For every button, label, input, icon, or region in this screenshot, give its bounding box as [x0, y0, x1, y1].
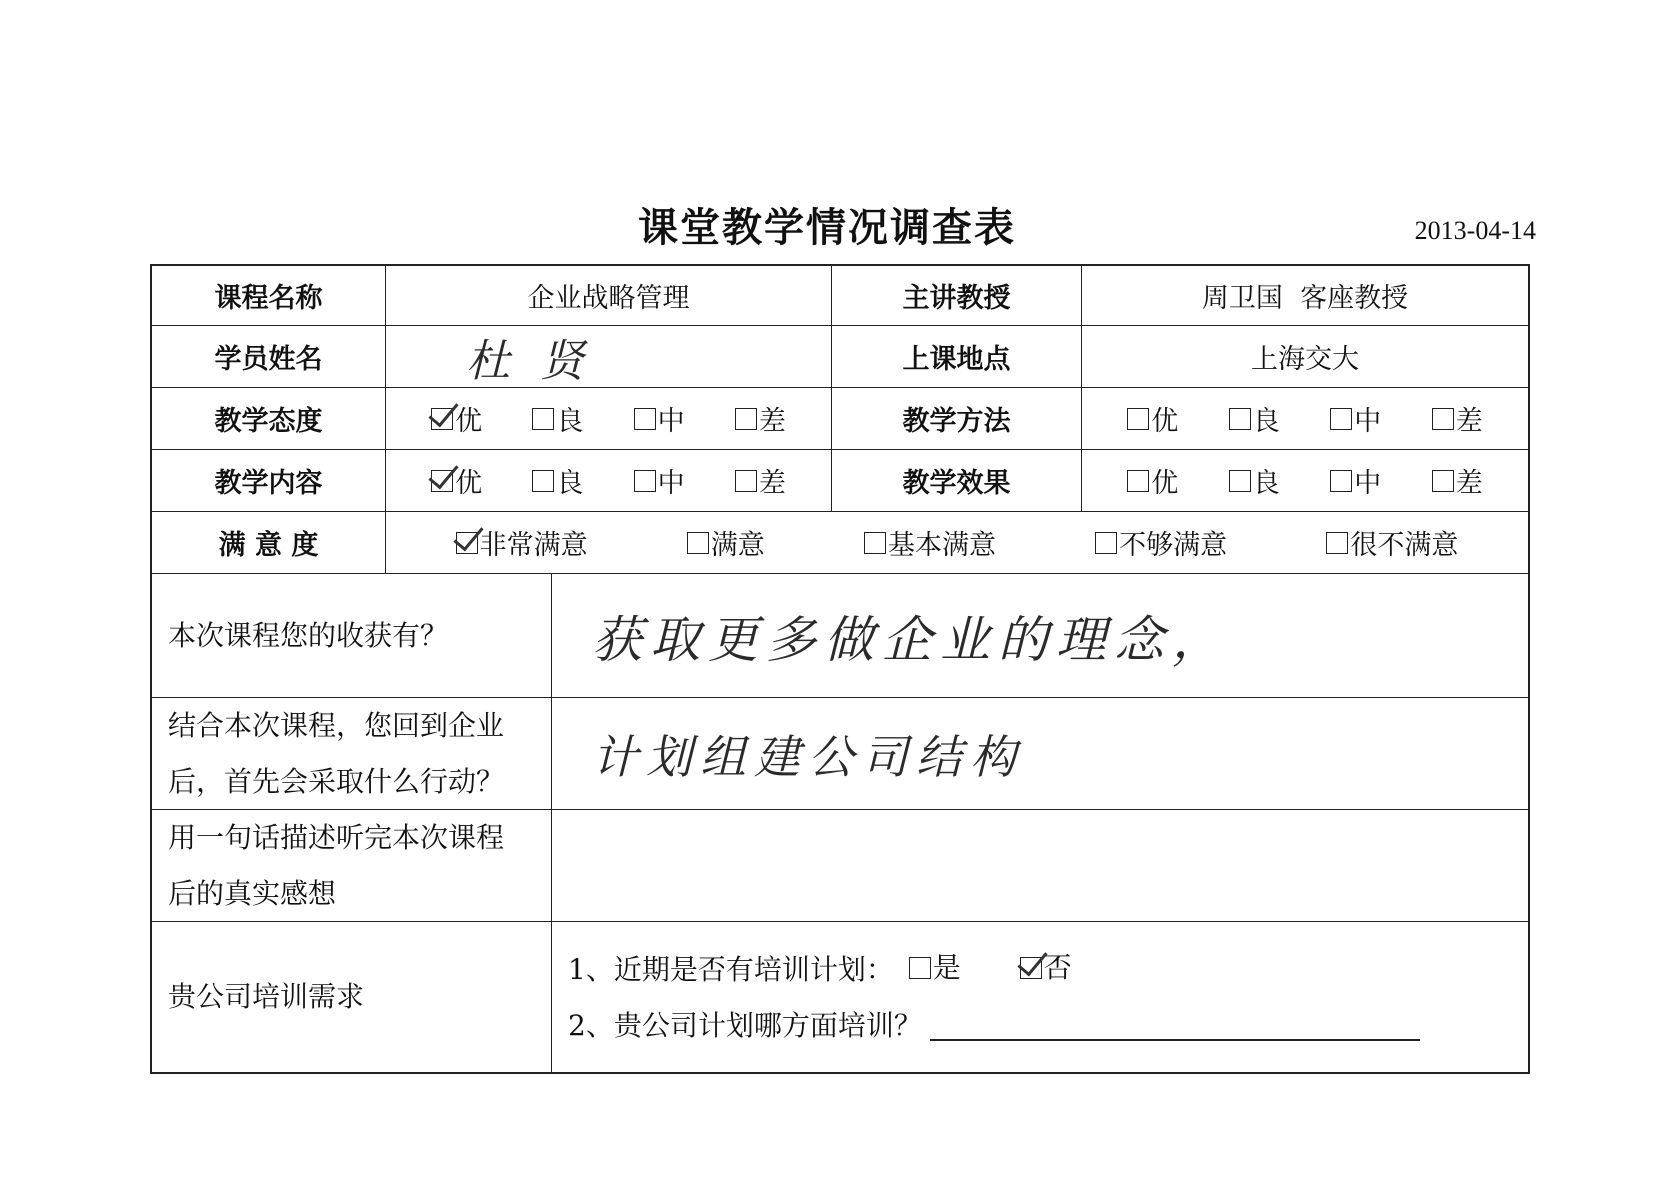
training-q2 — [568, 998, 1420, 1054]
checkbox[interactable] — [1432, 408, 1454, 430]
answer-feeling[interactable] — [552, 810, 1528, 922]
satisfaction-option[interactable] — [1095, 523, 1227, 562]
satisfaction-option[interactable] — [687, 523, 765, 562]
training-q1 — [568, 940, 1072, 998]
label-action-line1: 结合本次课程，您回到企业 — [168, 708, 505, 742]
option-label: 很不满意 — [1350, 530, 1459, 561]
teaching-method-option[interactable] — [1432, 399, 1483, 438]
label-student-name: 学员姓名 — [152, 326, 386, 388]
teaching-effect-option[interactable] — [1229, 461, 1280, 500]
checkbox[interactable] — [735, 408, 757, 430]
value-lecturer: 周卫国 客座教授 — [1082, 266, 1528, 326]
options-teaching-effect — [1082, 450, 1528, 512]
training-q2-text: 2、贵公司计划哪方面培训？ — [568, 1009, 922, 1042]
label-location: 上课地点 — [832, 326, 1082, 388]
training-q2-answer-line[interactable] — [930, 1015, 1420, 1041]
option-label: 差 — [758, 468, 786, 499]
teaching-method-option[interactable] — [1127, 399, 1178, 438]
answer-gain[interactable]: 获取更多做企业的理念， — [552, 574, 1528, 698]
option-label: 优 — [1151, 406, 1179, 437]
option-label: 差 — [1455, 406, 1483, 437]
option-label: 中 — [1354, 468, 1382, 499]
training-q1-text: 1、近期是否有培训计划： — [568, 953, 894, 986]
label-feeling-line2: 后的真实感想 — [168, 876, 337, 910]
label-training: 贵公司培训需求 — [152, 922, 552, 1072]
checkbox-yes[interactable] — [909, 957, 931, 979]
checkbox[interactable] — [1229, 470, 1251, 492]
teaching-content-option[interactable] — [431, 461, 482, 500]
option-label: 差 — [758, 406, 786, 437]
teaching-attitude-option[interactable] — [431, 399, 482, 438]
training-q1-option-no[interactable]: 否 — [1020, 940, 1072, 996]
teaching-effect-option[interactable] — [1127, 461, 1178, 500]
checkbox[interactable] — [1127, 408, 1149, 430]
option-label: 中 — [657, 468, 685, 499]
checkbox[interactable] — [735, 470, 757, 492]
option-label: 良 — [556, 468, 584, 499]
training-q1-option-yes[interactable]: 是 — [909, 940, 961, 996]
survey-form — [150, 264, 1530, 1074]
checkbox-no[interactable] — [1020, 957, 1042, 979]
checkbox[interactable] — [1326, 532, 1348, 554]
label-course-name: 课程名称 — [152, 266, 386, 326]
option-label: 基本满意 — [887, 530, 996, 561]
answer-action[interactable]: 计划组建公司结构 — [552, 698, 1528, 810]
options-satisfaction — [386, 512, 1528, 574]
teaching-attitude-option[interactable] — [735, 399, 786, 438]
training-questions — [552, 922, 1528, 1072]
label-teaching-content: 教学内容 — [152, 450, 386, 512]
option-label: 优 — [455, 406, 483, 437]
label-lecturer: 主讲教授 — [832, 266, 1082, 326]
checkbox[interactable] — [431, 408, 453, 430]
satisfaction-option[interactable] — [1326, 523, 1458, 562]
options-teaching-content — [386, 450, 832, 512]
teaching-effect-option[interactable] — [1432, 461, 1483, 500]
checkbox[interactable] — [1229, 408, 1251, 430]
value-course-name: 企业战略管理 — [386, 266, 832, 326]
checkbox[interactable] — [634, 408, 656, 430]
option-label: 中 — [657, 406, 685, 437]
option-label: 优 — [455, 468, 483, 499]
option-label: 良 — [556, 406, 584, 437]
checkbox[interactable] — [431, 470, 453, 492]
label-teaching-attitude: 教学态度 — [152, 388, 386, 450]
option-label: 良 — [1252, 406, 1280, 437]
checkbox[interactable] — [456, 532, 478, 554]
checkbox[interactable] — [864, 532, 886, 554]
teaching-attitude-option[interactable] — [532, 399, 583, 438]
option-label: 中 — [1354, 406, 1382, 437]
label-feeling-line1: 用一句话描述听完本次课程 — [168, 820, 505, 854]
teaching-method-option[interactable] — [1330, 399, 1381, 438]
option-label: 差 — [1455, 468, 1483, 499]
option-label: 满意 — [710, 530, 765, 561]
label-action-line2: 后，首先会采取什么行动？ — [168, 764, 505, 798]
checkbox[interactable] — [1330, 470, 1352, 492]
checkbox[interactable] — [532, 470, 554, 492]
options-teaching-attitude — [386, 388, 832, 450]
teaching-method-option[interactable] — [1229, 399, 1280, 438]
checkbox[interactable] — [1127, 470, 1149, 492]
checkbox[interactable] — [1095, 532, 1117, 554]
teaching-attitude-option[interactable] — [634, 399, 685, 438]
option-label: 优 — [1151, 468, 1179, 499]
label-gain: 本次课程您的收获有？ — [152, 574, 552, 698]
checkbox[interactable] — [532, 408, 554, 430]
option-label: 非常满意 — [479, 530, 588, 561]
form-title: 课堂教学情况调查表 — [638, 205, 1016, 251]
label-teaching-effect: 教学效果 — [832, 450, 1082, 512]
teaching-effect-option[interactable] — [1330, 461, 1381, 500]
option-label: 不够满意 — [1119, 530, 1228, 561]
label-satisfaction: 满 意 度 — [152, 512, 386, 574]
label-teaching-method: 教学方法 — [832, 388, 1082, 450]
teaching-content-option[interactable] — [532, 461, 583, 500]
label-feeling — [152, 810, 552, 922]
checkbox[interactable] — [1330, 408, 1352, 430]
checkbox[interactable] — [687, 532, 709, 554]
option-label: 良 — [1252, 468, 1280, 499]
checkbox[interactable] — [634, 470, 656, 492]
value-location: 上海交大 — [1082, 326, 1528, 388]
teaching-content-option[interactable] — [735, 461, 786, 500]
options-teaching-method — [1082, 388, 1528, 450]
satisfaction-option[interactable] — [456, 523, 588, 562]
label-action — [152, 698, 552, 810]
satisfaction-option[interactable] — [864, 523, 996, 562]
value-student-name[interactable]: 杜 贤 — [386, 326, 832, 388]
checkbox[interactable] — [1432, 470, 1454, 492]
form-date: 2013-04-14 — [1414, 216, 1536, 245]
teaching-content-option[interactable] — [634, 461, 685, 500]
